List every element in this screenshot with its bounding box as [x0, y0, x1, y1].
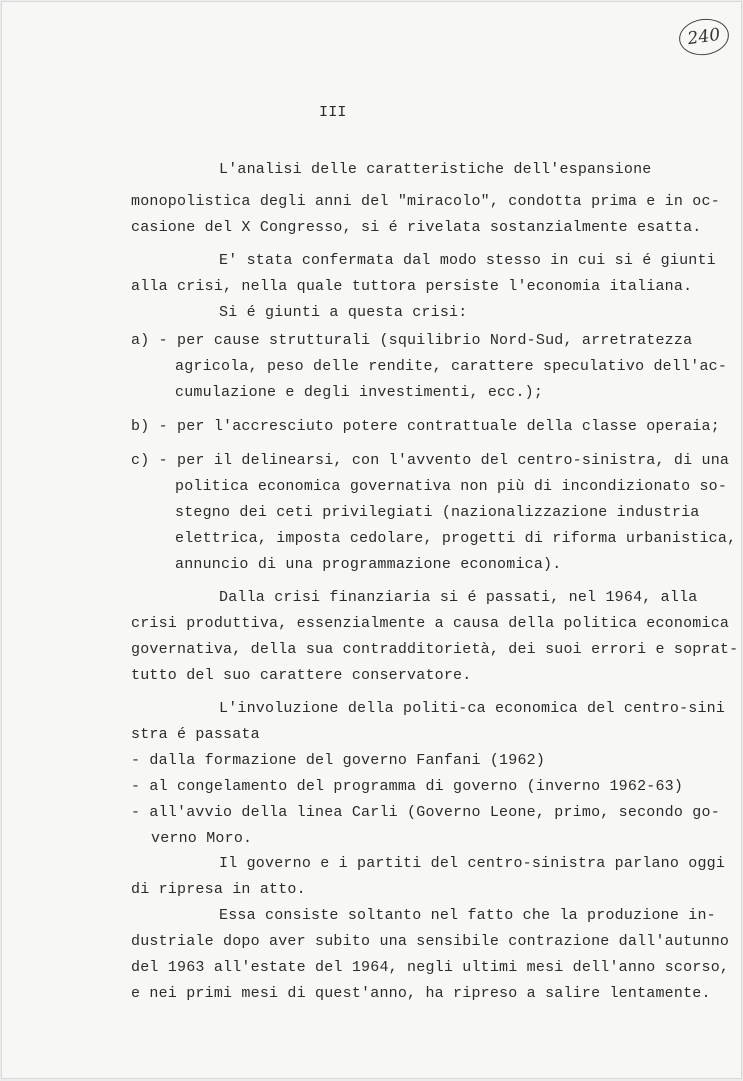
- text-line: elettrica, imposta cedolare, progetti di riforma urbanistica,: [175, 530, 737, 547]
- document-page: [1, 1, 742, 1079]
- text-line: crisi produttiva, essenzialmente a causa della politica economica: [131, 615, 730, 632]
- text-line: casione del X Congresso, si é rivelata sostanzialmente esatta.: [131, 219, 702, 236]
- list-item-text: a) - per cause strutturali (squilibrio Nord-Sud, arretratezza: [131, 332, 693, 349]
- text-line: annuncio di una programmazione economica).: [175, 556, 562, 573]
- text-line: e nei primi mesi di quest'anno, ha ripreso a salire lentamente.: [131, 985, 711, 1002]
- list-item-text: c) - per il delinearsi, con l'avvento del centro-sinistra, di una: [131, 452, 730, 469]
- section-heading: III: [319, 104, 347, 121]
- text-line: L'analisi delle caratteristiche dell'espansione: [219, 161, 652, 178]
- text-line: di ripresa in atto.: [131, 881, 306, 898]
- list-item-text: - al congelamento del programma di governo (inverno 1962-63): [131, 778, 684, 795]
- text-line: Il governo e i partiti del centro-sinistra parlano oggi: [219, 855, 726, 872]
- text-line: stra é passata: [131, 726, 260, 743]
- text-line: monopolistica degli anni del "miracolo", condotta prima e in oc-: [131, 193, 720, 210]
- list-item-text: - dalla formazione del governo Fanfani (1962): [131, 752, 546, 769]
- text-line: alla crisi, nella quale tuttora persiste l'economia italiana.: [131, 278, 693, 295]
- list-item-text: - all'avvio della linea Carli (Governo Leone, primo, secondo go-: [131, 804, 720, 821]
- text-line: verno Moro.: [151, 830, 253, 847]
- text-line: governativa, della sua contradditorietà, dei suoi errori e soprat-: [131, 641, 739, 658]
- text-line: dustriale dopo aver subito una sensibile contrazione dall'autunno: [131, 933, 730, 950]
- text-line: E' stata confermata dal modo stesso in cui si é giunti: [219, 252, 716, 269]
- text-line: stegno dei ceti privilegiati (nazionalizzazione industria: [175, 504, 700, 521]
- text-line: tutto del suo carattere conservatore.: [131, 667, 472, 684]
- text-line: cumulazione e degli investimenti, ecc.);: [175, 384, 544, 401]
- page-number-stamp: 240: [677, 16, 732, 59]
- text-line: Dalla crisi finanziaria si é passati, nel 1964, alla: [219, 589, 698, 606]
- text-line: politica economica governativa non più di incondizionato so-: [175, 478, 728, 495]
- text-line: Si é giunti a questa crisi:: [219, 304, 468, 321]
- text-line: Essa consiste soltanto nel fatto che la produzione in-: [219, 907, 716, 924]
- list-item-text: b) - per l'accresciuto potere contrattuale della classe operaia;: [131, 418, 720, 435]
- text-line: del 1963 all'estate del 1964, negli ultimi mesi dell'anno scorso,: [131, 959, 730, 976]
- text-line: L'involuzione della politi-ca economica del centro-sini: [219, 700, 726, 717]
- text-line: agricola, peso delle rendite, carattere speculativo dell'ac-: [175, 358, 728, 375]
